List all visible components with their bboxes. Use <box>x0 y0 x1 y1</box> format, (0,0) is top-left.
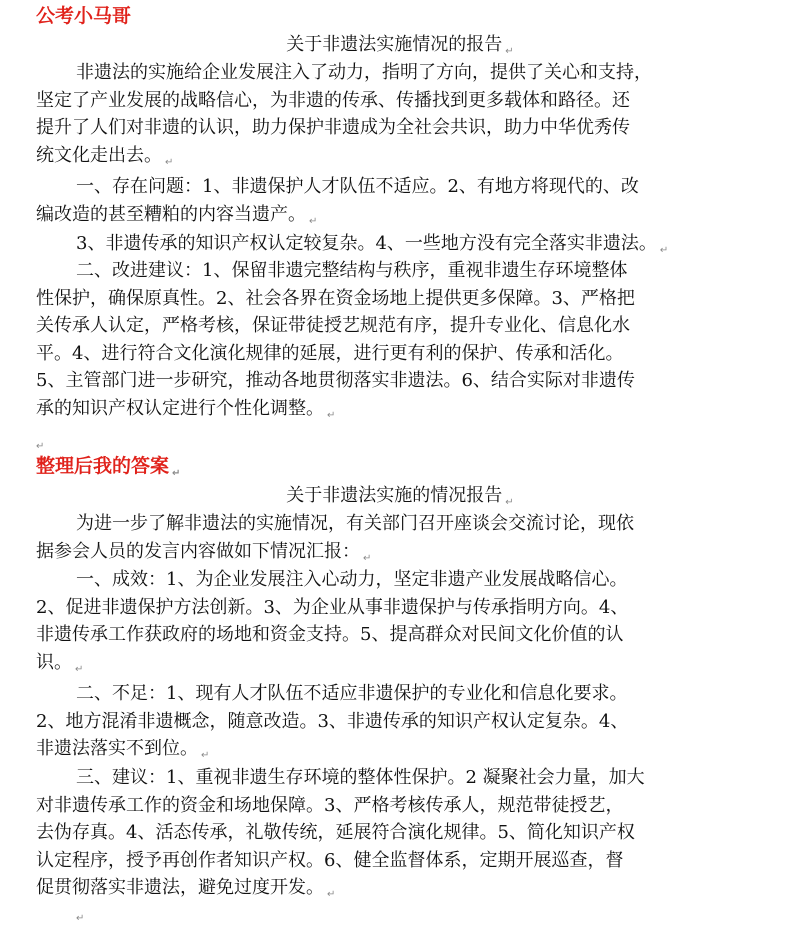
paragraph-mark-icon: ↵ <box>505 46 514 57</box>
section1-paragraph-1 <box>36 59 750 169</box>
section1-header <box>36 4 131 28</box>
section2-paragraph-1 <box>36 510 750 565</box>
text-line: 承的知识产权认定进行个性化调整。 <box>36 397 324 419</box>
text-line: 2、促进非遗保护方法创新。3、为企业从事非遗保护与传承指明方向。4、 <box>36 596 629 618</box>
text-line: 识。 <box>36 651 72 673</box>
paragraph-mark-icon: ↵ <box>201 750 210 761</box>
text-line: 关传承人认定，严格考核，保证带徒授艺规范有序，提升专业化、信息化水 <box>36 315 630 336</box>
paragraph-mark-icon: ↵ <box>505 497 514 508</box>
text-line: 二、不足：1、现有人才队伍不适应非遗保护的专业化和信息化要求。 <box>76 683 628 704</box>
text-line: 二、改进建议：1、保留非遗完整结构与秩序，重视非遗生存环境整体 <box>76 260 628 281</box>
paragraph-mark-icon: ↵ <box>363 552 372 564</box>
text-line: 2、地方混淆非遗概念，随意改造。3、非遗传承的知识产权认定复杂。4、 <box>36 710 629 732</box>
section2-title-text: 关于非遗法实施的情况报告 <box>286 485 503 506</box>
section1-paragraph-4 <box>36 257 750 422</box>
section1-header-text: 公考小马哥 <box>36 5 132 27</box>
text-line: 非遗法的实施给企业发展注入了动力，指明了方向，提供了关心和支持， <box>76 62 652 83</box>
paragraph-mark-icon: ↵ <box>165 156 174 168</box>
section1-title-text: 关于非遗法实施情况的报告 <box>286 34 503 55</box>
empty-paragraph <box>36 902 84 922</box>
text-line: 认定程序，授予再创作者知识产权。6、健全监督体系，定期开展巡查，督 <box>36 849 624 871</box>
paragraph-mark-icon: ↵ <box>309 215 318 227</box>
text-line: 性保护，确保原真性。2、社会各界在资金场地上提供更多保障。3、严格把 <box>36 287 635 309</box>
paragraph-mark-icon: ↵ <box>659 245 669 256</box>
text-line: 去伪存真。4、活态传承，礼敬传统，延展符合演化规律。5、简化知识产权 <box>36 822 635 843</box>
text-line: 统文化走出去。 <box>36 144 162 166</box>
text-line: 促贯彻落实非遗法，避免过度开发。 <box>36 877 324 898</box>
paragraph-mark-icon: ↵ <box>327 409 336 421</box>
text-line: 据参会人员的发言内容做如下情况汇报： <box>36 540 360 562</box>
text-line: 为进一步了解非遗法的实施情况，有关部门召开座谈会交流讨论，现依 <box>76 513 634 534</box>
paragraph-mark-icon: ↵ <box>172 468 181 479</box>
text-line: 非遗传承工作获政府的场地和资金支持。5、提高群众对民间文化价值的认 <box>36 624 624 645</box>
text-line: 3、非遗传承的知识产权认定较复杂。4、一些地方没有完全落实非遗法。 <box>76 233 657 254</box>
paragraph-mark-icon: ↵ <box>75 663 84 675</box>
paragraph-mark-icon: ↵ <box>36 441 45 452</box>
text-line: 一、成效：1、为企业发展注入心动力，坚定非遗产业发展战略信心。 <box>76 569 628 590</box>
section2-paragraph-3 <box>36 680 750 763</box>
paragraph-mark-icon: ↵ <box>327 889 336 900</box>
section1-paragraph-3 <box>36 230 750 258</box>
text-line: 三、建议：1、重视非遗生存环境的整体性保护。2 凝聚社会力量，加大 <box>76 767 645 788</box>
section2-paragraph-2 <box>36 566 750 676</box>
text-line: 5、主管部门进一步研究，推动各地贯彻落实非遗法。6、结合实际对非遗传 <box>36 370 635 391</box>
paragraph-mark-icon: ↵ <box>76 913 85 924</box>
text-line: 对非遗传承工作的资金和场地保障。3、严格考核传承人，规范带徒授艺， <box>36 794 624 816</box>
text-line: 提升了人们对非遗的认识，助力保护非遗成为全社会共识，助力中华优秀传 <box>36 117 630 138</box>
section2-header-text: 整理后我的答案 <box>36 455 170 477</box>
section2-header <box>36 454 180 486</box>
empty-paragraph <box>36 430 44 450</box>
text-line: 平。4、进行符合文化演化规律的延展，进行更有利的保护、传承和活化。 <box>36 342 624 364</box>
text-line: 编改造的甚至糟粕的内容当遗产。 <box>36 203 306 225</box>
section1-paragraph-2 <box>36 173 750 228</box>
section2-paragraph-4 <box>36 764 750 902</box>
text-line: 非遗法落实不到位。 <box>36 738 198 759</box>
text-line: 坚定了产业发展的战略信心，为非遗的传承、传播找到更多载体和路径。还 <box>36 89 630 111</box>
text-line: 一、存在问题：1、非遗保护人才队伍不适应。2、有地方将现代的、改 <box>76 176 639 197</box>
